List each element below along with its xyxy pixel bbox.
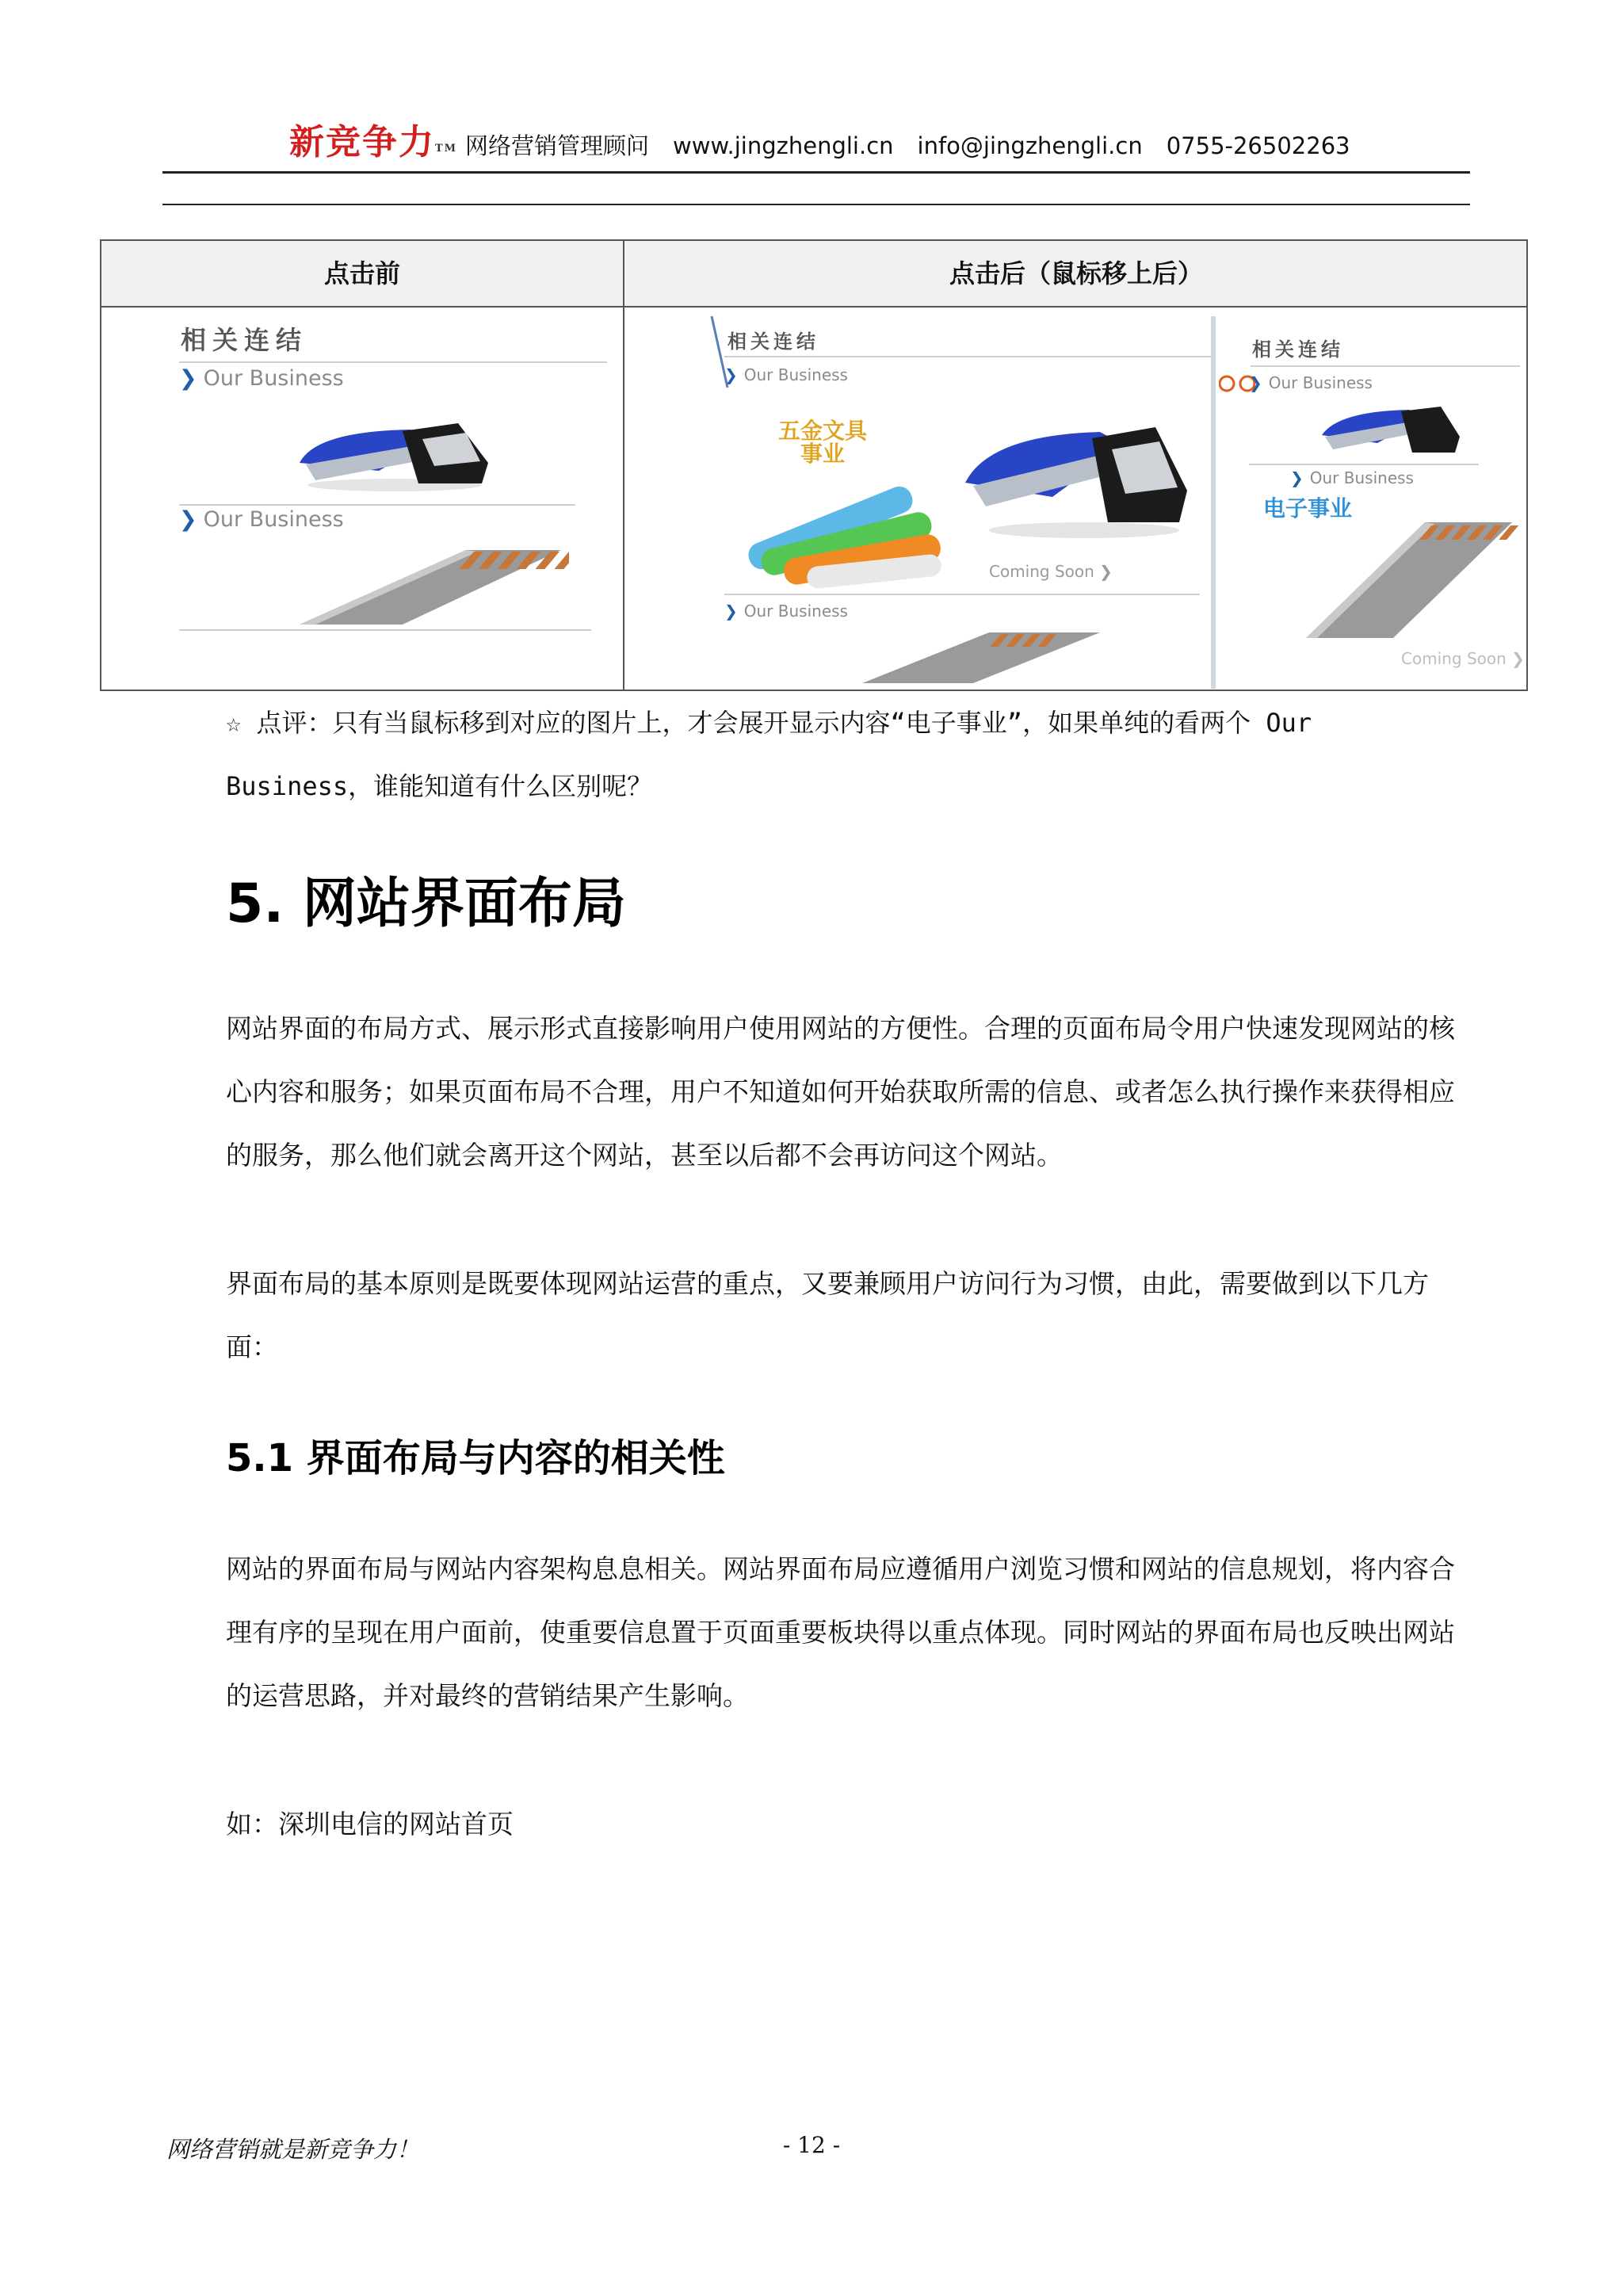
category-electronics-label: 电子事业 [1263, 495, 1353, 521]
vertical-scroll-edge [1211, 316, 1216, 689]
page-header [162, 119, 1470, 166]
subsection-heading: 5.1 界面布局与内容的相关性 [226, 1436, 725, 1480]
chevron-right-icon: ❯ [179, 507, 197, 532]
before-screenshot [165, 320, 609, 685]
divider-line [179, 629, 591, 631]
header-phone: 0755-26502263 [1166, 132, 1350, 159]
paragraph: 界面布局的基本原则是既要体现网站运营的重点，又要兼顾用户访问行为习惯，由此，需要做到以下几方面： [226, 1268, 1429, 1362]
divider-line [179, 361, 607, 363]
business-link-1[interactable]: ❯ Our Business [1249, 373, 1373, 392]
header-rule-bottom [162, 204, 1470, 205]
chevron-right-icon: ❯ [1290, 468, 1304, 487]
divider-line [1249, 464, 1479, 465]
business-link-2[interactable]: ❯ Our Business [1290, 468, 1414, 487]
connector-image [300, 542, 569, 629]
table-header-before: 点击前 [323, 258, 400, 288]
after-screenshot-expanded-electronics [1132, 316, 1525, 689]
arrow-right-icon: ❯ [1511, 649, 1525, 668]
divider-line [724, 594, 1200, 595]
table-header-after: 点击后（鼠标移上后） [949, 258, 1203, 288]
paragraph: 网站的界面布局与网站内容架构息息相关。网站界面布局应遵循用户浏览习惯和网站的信息规划，将内容合理有序的呈现在用户面前，使重要信息置于页面重要板块得以重点体现。同时网站的界面布局也反映出网站的运营思路，并对最终的营销结果产生影响。 [226, 1553, 1455, 1711]
review-comment: ☆ 点评：只有当鼠标移到对应的图片上，才会展开显示内容“电子事业”，如果单纯的看两个 Our Business，谁能知道有什么区别呢？ [226, 708, 1312, 801]
connector-image [1306, 514, 1520, 641]
comparison-table [100, 239, 1528, 691]
business-link-2[interactable]: ❯ Our Business [724, 602, 848, 621]
brand-logo [289, 119, 457, 166]
header-rule-top [162, 171, 1470, 174]
header-website: www.jingzhengli.cn [673, 132, 894, 159]
chevron-right-icon: ❯ [179, 366, 197, 391]
header-contact-line [465, 130, 1374, 162]
business-link-1[interactable]: ❯ Our Business [179, 366, 344, 391]
table-column-divider [623, 241, 624, 690]
related-links-title: 相关连结 [1252, 338, 1344, 361]
business-link-2[interactable]: ❯ Our Business [179, 507, 344, 532]
related-links-title: 相关连结 [727, 330, 819, 353]
paragraph: 网站界面的布局方式、展示形式直接影响用户使用网站的方便性。合理的页面布局令用户快速发现网站的核心内容和服务；如果页面布局不合理，用户不知道如何开始获取所需的信息、或者怎么执行操作来获得相应的服务，那么他们就会离开这个网站，甚至以后都不会再访问这个网站。 [226, 1013, 1455, 1171]
logo-text: 新竞争力 [289, 122, 435, 162]
header-tagline: 网络营销管理顾问 [465, 132, 650, 159]
coming-soon-link[interactable]: Coming Soon ❯ [1401, 649, 1525, 668]
stapler-image [1314, 395, 1465, 459]
divider-line [1251, 365, 1520, 367]
connector-image [862, 629, 1108, 685]
example-line: 如：深圳电信的网站首页 [226, 1809, 514, 1839]
chevron-right-icon: ❯ [1249, 373, 1262, 392]
header-email: info@jingzhengli.cn [917, 132, 1143, 159]
business-link-1[interactable]: ❯ Our Business [724, 365, 848, 384]
page-number: - 12 - [782, 2132, 841, 2158]
footer-slogan: 网络营销就是新竞争力！ [166, 2136, 420, 2163]
coming-soon-link[interactable]: Coming Soon ❯ [989, 562, 1113, 581]
trademark-mark: TM [435, 143, 458, 155]
divider-line [179, 504, 575, 506]
chevron-right-icon: ❯ [724, 365, 738, 384]
stapler-image [284, 407, 506, 495]
arrow-right-icon: ❯ [1099, 562, 1113, 581]
pens-image [735, 459, 957, 594]
section-heading: 5. 网站界面布局 [226, 873, 626, 935]
category-stationery-label: 五金文具 事业 [777, 418, 867, 468]
chevron-right-icon: ❯ [724, 602, 738, 621]
related-links-title: 相关连结 [181, 325, 308, 355]
